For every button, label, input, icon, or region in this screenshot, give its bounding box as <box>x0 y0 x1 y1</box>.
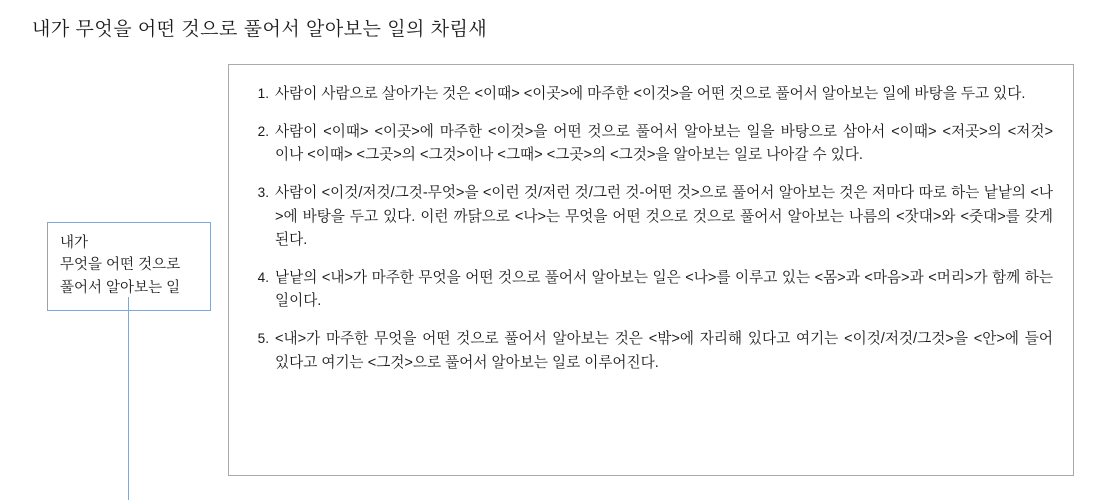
list-item <box>243 328 1053 375</box>
left-callout-box <box>47 222 211 311</box>
callout-line-3: 풀어서 알아보는 일 <box>60 279 181 296</box>
list-item-number: 1. <box>257 86 269 101</box>
list-item <box>243 121 1053 168</box>
list-item-text: 사람이 사람으로 살아가는 것은 <이때> <이곳>에 마주한 <이것>을 어떤 것으로 풀어서 알아보는 일에 바탕을 두고 있다. <box>275 86 1026 102</box>
list-item-text: 낱낱의 <내>가 마주한 무엇을 어떤 것으로 풀어서 알아보는 일은 <나>를 이루고 있는 <몸>과 <마음>과 <머리>가 함께 하는 일이다. <box>275 269 1053 310</box>
numbered-list-panel <box>228 64 1074 476</box>
list-item-text: <내>가 마주한 무엇을 어떤 것으로 풀어서 알아보는 것은 <밖>에 자리해 있다고 여기는 <이것/저것/그것>을 <안>에 들어 있다고 여기는 <그것>으로 풀어서 알아보는 일로 이루어진다. <box>275 331 1053 371</box>
list-item-text: 사람이 <이것/저것/그것-무엇>을 <이런 것/저런 것/그런 것-어떤 것>으로 풀어서 알아보는 것은 저마다 따로 하는 낱낱의 <나>에 바탕을 두고 있다. 이런 까닭으로 <나>는 무엇을 어떤 것으로 것으로 풀어서 알아보는 나름의 <잣대>와 <줏대>를 갖게 된다. <box>275 184 1053 249</box>
page-title: 내가 무엇을 어떤 것으로 풀어서 알아보는 일의 차림새 <box>32 19 488 40</box>
callout-line-1: 내가 <box>60 235 89 251</box>
list-item-number: 4. <box>257 269 269 285</box>
callout-line-2: 무엇을 어떤 것으로 <box>60 257 181 274</box>
list-item-number: 2. <box>257 123 269 139</box>
callout-connector-line <box>128 297 129 500</box>
numbered-list <box>243 83 1053 375</box>
list-item <box>243 83 1053 107</box>
list-item <box>243 267 1053 314</box>
list-item-number: 5. <box>257 331 269 347</box>
list-item-number: 3. <box>257 184 269 200</box>
list-item-text: 사람이 <이때> <이곳>에 마주한 <이것>을 어떤 것으로 풀어서 알아보는 일을 바탕으로 삼아서 <이때> <저곳>의 <저것>이나 <이때> <그곳>의 <그것>이나 <그때> <그곳>의 <그것>을 알아보는 일로 나아갈 수 있다. <box>275 123 1053 164</box>
list-item <box>243 182 1053 253</box>
